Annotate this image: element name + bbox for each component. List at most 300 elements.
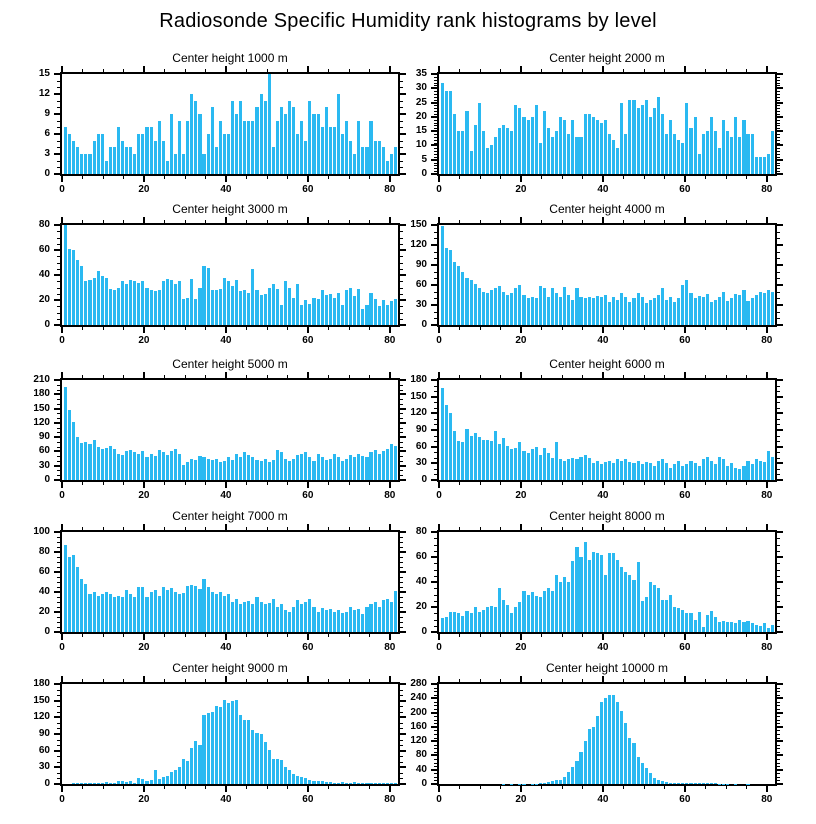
y-minor-tick [57, 256, 60, 257]
y-major-tick-right [777, 324, 783, 326]
x-major-tick-top [766, 524, 768, 530]
histogram-bar [382, 451, 385, 480]
y-minor-tick [57, 263, 60, 264]
histogram-bar [382, 147, 385, 174]
y-tick-label: 40 [415, 576, 427, 587]
histogram-bar [751, 298, 754, 325]
histogram-bar [268, 288, 271, 326]
histogram-bar [746, 301, 749, 325]
histogram-bar [80, 783, 83, 784]
histogram-bar [547, 297, 550, 325]
y-minor-tick [57, 690, 60, 691]
x-major-tick [225, 786, 227, 792]
y-minor-tick [434, 252, 437, 253]
histogram-bar [738, 137, 741, 174]
x-tick-label: 20 [515, 335, 527, 346]
histogram-bar [498, 286, 501, 325]
histogram-bar [296, 284, 299, 325]
histogram-bar [133, 597, 136, 632]
histogram-bar [514, 288, 517, 325]
histogram-bar [588, 729, 591, 784]
plot-area [437, 530, 777, 634]
x-tick-label: 40 [220, 184, 232, 195]
histogram-bar [624, 297, 627, 325]
y-minor-tick [434, 80, 437, 81]
x-minor-tick-top [287, 69, 288, 72]
histogram-bar [661, 781, 664, 784]
y-minor-tick [434, 125, 437, 126]
histogram-bar [296, 600, 299, 632]
x-minor-tick [246, 176, 247, 179]
y-major-tick [431, 224, 437, 226]
x-minor-tick [267, 786, 268, 789]
histogram-bar [174, 284, 177, 325]
x-minor-tick [267, 482, 268, 485]
histogram-bar [288, 612, 291, 632]
y-minor-tick [434, 419, 437, 420]
histogram-bar [239, 604, 242, 632]
histogram-bar [547, 453, 550, 480]
histogram-bar [563, 287, 566, 325]
y-major-tick-right [777, 73, 783, 75]
histogram-bar [304, 452, 307, 480]
histogram-bar [170, 588, 173, 632]
x-minor-tick [82, 634, 83, 637]
y-minor-tick-right [777, 551, 780, 552]
histogram-bar [72, 250, 75, 325]
y-tick-label: 0 [421, 778, 427, 789]
y-minor-tick [434, 154, 437, 155]
y-minor-tick-right [777, 312, 780, 313]
histogram-bar [551, 458, 554, 480]
y-minor-tick [434, 551, 437, 552]
histogram-bar [317, 114, 320, 174]
plot-area [60, 530, 400, 634]
histogram-bar [198, 456, 201, 480]
histogram-bar [317, 454, 320, 480]
y-major-tick [54, 436, 60, 438]
histogram-bar [145, 127, 148, 174]
histogram-bar [280, 452, 283, 480]
histogram-bar [150, 780, 153, 784]
histogram-bar [620, 293, 623, 325]
y-tick-label: 60 [38, 445, 50, 457]
histogram-bar [730, 137, 733, 174]
histogram-bar [620, 461, 623, 480]
x-minor-tick-top [185, 69, 186, 72]
histogram-bar [333, 783, 336, 784]
y-minor-tick-right [777, 773, 780, 774]
histogram-bar [215, 594, 218, 632]
y-major-tick [54, 683, 60, 685]
x-minor-tick [644, 786, 645, 789]
y-tick-label: 20 [38, 294, 50, 305]
histogram-bar [88, 783, 91, 784]
x-major-tick-top [225, 524, 227, 530]
x-minor-tick [562, 786, 563, 789]
histogram-bar [141, 779, 144, 784]
histogram-bar [88, 444, 91, 480]
histogram-bar [604, 462, 607, 480]
y-major-tick [54, 224, 60, 226]
histogram-bar [506, 128, 509, 174]
histogram-bar [559, 459, 562, 480]
histogram-bar [653, 108, 656, 174]
x-minor-tick [246, 786, 247, 789]
histogram-bar [68, 134, 71, 174]
histogram-bar [68, 410, 71, 480]
histogram-bar [714, 300, 717, 325]
histogram-bar [584, 741, 587, 784]
histogram-bar [170, 772, 173, 784]
histogram-bar [763, 157, 766, 174]
y-minor-tick [57, 557, 60, 558]
y-tick-label: 60 [38, 244, 50, 255]
histogram-bar [706, 615, 709, 633]
y-minor-tick [57, 413, 60, 414]
y-major-tick-right [400, 274, 406, 276]
histogram-bar [502, 438, 505, 480]
x-tick-label: 40 [597, 642, 609, 653]
x-tick-label: 80 [384, 184, 396, 195]
x-minor-tick-top [267, 69, 268, 72]
histogram-bar [502, 125, 505, 174]
histogram-bar [665, 782, 668, 784]
x-major-tick-top [61, 676, 63, 682]
histogram-bar [215, 147, 218, 174]
y-minor-tick [434, 278, 437, 279]
histogram-bar [527, 120, 530, 174]
subplot-title: Center height 6000 m [549, 357, 665, 371]
y-tick-label: 6 [44, 128, 50, 139]
x-major-tick [766, 327, 768, 333]
histogram-bar [321, 608, 324, 632]
y-minor-tick-right [400, 547, 403, 548]
histogram-bar [767, 154, 770, 174]
x-major-tick [307, 482, 309, 488]
y-minor-tick-right [777, 128, 780, 129]
y-major-tick [431, 429, 437, 431]
x-minor-tick [267, 176, 268, 179]
x-minor-tick-top [480, 375, 481, 378]
histogram-bar [374, 299, 377, 325]
histogram-bar [506, 446, 509, 480]
x-minor-tick-top [287, 220, 288, 223]
histogram-bar [669, 468, 672, 480]
x-tick-label: 40 [220, 490, 232, 501]
histogram-bar [280, 760, 283, 784]
histogram-bar [101, 134, 104, 174]
histogram-bar [592, 727, 595, 784]
histogram-bar [694, 783, 697, 784]
y-minor-tick [434, 563, 437, 564]
x-tick-label: 20 [138, 642, 150, 653]
histogram-bar [260, 295, 263, 325]
x-major-tick-top [684, 66, 686, 72]
histogram-bar [211, 290, 214, 325]
x-minor-tick [459, 482, 460, 485]
histogram-bar [292, 607, 295, 632]
y-major-tick [431, 87, 437, 89]
histogram-bar [689, 783, 692, 784]
histogram-bar [567, 134, 570, 174]
histogram-bar [559, 117, 562, 174]
histogram-bar [665, 134, 668, 174]
histogram-bar [223, 461, 226, 480]
histogram-bar [563, 577, 566, 632]
x-minor-tick [623, 786, 624, 789]
histogram-bar [575, 288, 578, 325]
histogram-bar [539, 286, 542, 325]
histogram-bar [125, 782, 128, 784]
histogram-bar [453, 431, 456, 480]
y-minor-tick-right [400, 294, 403, 295]
y-minor-tick-right [777, 157, 780, 158]
histogram-bar [386, 599, 389, 632]
x-minor-tick-top [123, 69, 124, 72]
histogram-bar [239, 101, 242, 174]
x-major-tick [520, 634, 522, 640]
histogram-bar [449, 413, 452, 480]
y-minor-tick-right [777, 77, 780, 78]
x-tick-label: 60 [302, 794, 314, 805]
histogram-bar [178, 454, 181, 480]
y-minor-tick [434, 114, 437, 115]
histogram-bar [321, 290, 324, 325]
x-tick-label: 20 [515, 794, 527, 805]
y-major-tick [431, 412, 437, 414]
histogram-bar [579, 557, 582, 632]
histogram-bar [215, 290, 218, 325]
x-minor-tick [267, 634, 268, 637]
y-minor-tick-right [400, 313, 403, 314]
histogram-bar [547, 588, 550, 632]
y-major-tick [54, 153, 60, 155]
x-major-tick [61, 786, 63, 792]
y-minor-tick-right [777, 595, 780, 596]
x-tick-label: 20 [138, 490, 150, 501]
histogram-bar [518, 108, 521, 174]
x-minor-tick [185, 786, 186, 789]
x-minor-tick-top [582, 375, 583, 378]
x-minor-tick [82, 327, 83, 330]
x-minor-tick-top [644, 527, 645, 530]
histogram-bar [170, 114, 173, 174]
y-tick-label: 150 [410, 390, 427, 402]
histogram-bar [125, 451, 128, 480]
y-minor-tick-right [777, 452, 780, 453]
histogram-bar [365, 305, 368, 325]
y-major-tick [54, 249, 60, 251]
x-minor-tick-top [123, 679, 124, 682]
histogram-bar [653, 585, 656, 633]
x-major-tick-top [520, 524, 522, 530]
y-tick-label: 20 [415, 601, 427, 612]
x-major-tick [684, 176, 686, 182]
histogram-bar [453, 114, 456, 174]
y-major-tick [54, 479, 60, 481]
y-minor-tick [434, 766, 437, 767]
y-minor-tick-right [777, 148, 780, 149]
x-major-tick [225, 327, 227, 333]
y-minor-tick-right [777, 83, 780, 84]
x-major-tick [602, 176, 604, 182]
histogram-bar [522, 591, 525, 632]
x-tick-label: 60 [679, 642, 691, 653]
x-minor-tick-top [164, 375, 165, 378]
x-tick-label: 20 [515, 642, 527, 653]
x-major-tick-top [766, 66, 768, 72]
histogram-bar [624, 723, 627, 784]
y-major-tick-right [777, 284, 783, 286]
histogram-bar [341, 305, 344, 325]
x-tick-label: 0 [436, 794, 442, 805]
histogram-bar [637, 757, 640, 784]
y-minor-tick [434, 120, 437, 121]
y-minor-tick [434, 83, 437, 84]
x-minor-tick [164, 786, 165, 789]
histogram-bar [608, 134, 611, 174]
x-minor-tick [246, 482, 247, 485]
y-major-tick [431, 606, 437, 608]
y-minor-tick [434, 391, 437, 392]
histogram-bar [571, 458, 574, 480]
y-tick-label: 160 [410, 720, 427, 732]
y-tick-label: 210 [33, 374, 50, 385]
y-minor-tick [434, 738, 437, 739]
x-major-tick-top [225, 372, 227, 378]
histogram-bar [129, 594, 132, 632]
histogram-bar [158, 290, 161, 325]
y-minor-tick [434, 441, 437, 442]
histogram-bar [64, 387, 67, 480]
histogram-bar [612, 140, 615, 174]
y-minor-tick-right [777, 745, 780, 746]
y-minor-tick [434, 759, 437, 760]
y-tick-label: 90 [38, 728, 50, 739]
y-tick-label: 90 [415, 259, 427, 270]
histogram-bar [531, 297, 534, 325]
y-minor-tick-right [777, 576, 780, 577]
histogram-bar [251, 121, 254, 174]
x-minor-tick-top [623, 679, 624, 682]
histogram-bar [84, 442, 87, 480]
histogram-bar [337, 94, 340, 174]
histogram-bar [178, 767, 181, 784]
x-minor-tick-top [205, 679, 206, 682]
y-tick-label: 5 [421, 153, 427, 165]
histogram-bar [174, 154, 177, 174]
histogram-bar [382, 300, 385, 325]
subplot-title: Center height 10000 m [545, 661, 669, 675]
x-minor-tick [185, 327, 186, 330]
x-tick-label: 40 [597, 490, 609, 501]
x-tick-label: 0 [59, 490, 65, 501]
y-tick-label: 40 [38, 586, 50, 597]
histogram-bar [742, 466, 745, 480]
y-major-tick [54, 133, 60, 135]
histogram-bar [247, 720, 250, 784]
y-minor-tick [57, 294, 60, 295]
histogram-bar [133, 281, 136, 325]
y-major-tick [431, 73, 437, 75]
histogram-bar [317, 299, 320, 325]
y-major-tick [431, 783, 437, 785]
x-major-tick [225, 176, 227, 182]
y-major-tick [431, 244, 437, 246]
y-minor-tick [57, 602, 60, 603]
y-major-tick-right [400, 571, 406, 573]
y-major-tick [431, 116, 437, 118]
x-major-tick [143, 634, 145, 640]
histogram-bar [474, 125, 477, 174]
y-minor-tick [57, 87, 60, 88]
histogram-bar [478, 288, 481, 325]
histogram-bar [117, 454, 120, 480]
histogram-bar [641, 297, 644, 325]
y-tick-label: 0 [44, 168, 50, 179]
x-tick-label: 20 [515, 184, 527, 195]
x-major-tick [766, 786, 768, 792]
histogram-bar [109, 289, 112, 325]
histogram-bar [365, 457, 368, 480]
histogram-bar [763, 462, 766, 480]
x-minor-tick [369, 176, 370, 179]
histogram-bar [596, 553, 599, 632]
histogram-bar [649, 300, 652, 325]
histogram-bar [365, 607, 368, 632]
histogram-bar [535, 596, 538, 632]
x-minor-tick-top [500, 527, 501, 530]
histogram-bar [698, 466, 701, 480]
histogram-bar [726, 131, 729, 174]
x-minor-tick [82, 176, 83, 179]
y-tick-label: 120 [410, 407, 427, 419]
x-minor-tick-top [500, 679, 501, 682]
histogram-bar [264, 742, 267, 784]
y-minor-tick [57, 306, 60, 307]
histogram-bar [624, 134, 627, 174]
histogram-bar [604, 575, 607, 633]
y-minor-tick [434, 163, 437, 164]
y-minor-tick [57, 385, 60, 386]
y-tick-label: 150 [33, 694, 50, 706]
histogram-bar [378, 141, 381, 174]
y-major-tick-right [777, 173, 783, 175]
histogram-bar [457, 266, 460, 325]
histogram-bar [710, 783, 713, 784]
x-major-tick-top [143, 217, 145, 223]
y-minor-tick [434, 620, 437, 621]
histogram-bar [722, 292, 725, 325]
histogram-bar [645, 462, 648, 480]
y-minor-tick-right [777, 763, 780, 764]
x-major-tick [143, 482, 145, 488]
y-minor-tick [434, 232, 437, 233]
histogram-bar [482, 440, 485, 480]
histogram-bar [68, 557, 71, 632]
x-major-tick-top [438, 524, 440, 530]
histogram-bar [665, 300, 668, 325]
y-tick-label: 180 [33, 678, 50, 689]
histogram-bar [215, 459, 218, 480]
subplot-title: Center height 5000 m [172, 357, 288, 371]
histogram-bar [685, 783, 688, 784]
histogram-bar [337, 610, 340, 632]
histogram-bar [198, 288, 201, 326]
x-major-tick [438, 482, 440, 488]
y-major-tick-right [777, 396, 783, 398]
